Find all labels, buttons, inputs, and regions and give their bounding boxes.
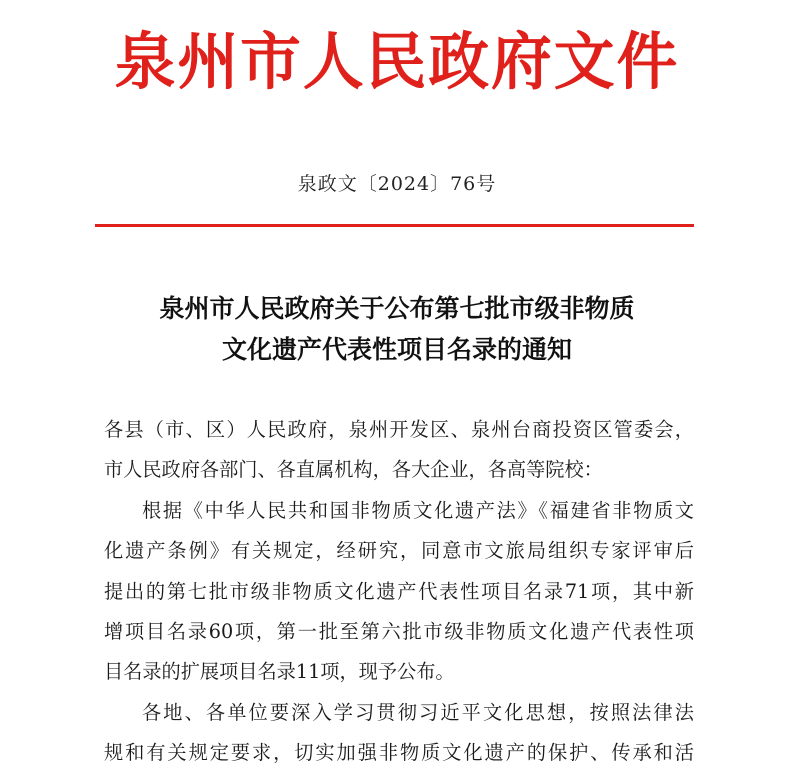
paragraph-1-line-3: 提出的第七批市级非物质文化遗产代表性项目名录71项，其中新 xyxy=(104,579,694,603)
paragraph-1-line-2: 化遗产条例》有关规定，经研究，同意市文旅局组织专家评审后 xyxy=(104,539,694,563)
title-line-1: 泉州市人民政府关于公布第七批市级非物质 xyxy=(159,294,635,323)
paragraph-2-line-1: 各地、各单位要深入学习贯彻习近平文化思想，按照法律法 xyxy=(142,700,694,724)
addressee-line-2: 市人民政府各部门、各直属机构，各大企业，各高等院校： xyxy=(104,458,603,482)
issuer-header: 泉州市人民政府文件 xyxy=(114,25,680,98)
red-divider-line xyxy=(95,224,694,227)
paragraph-1-line-1: 根据《中华人民共和国非物质文化遗产法》《福建省非物质文 xyxy=(142,498,694,522)
addressee-line-1: 各县（市、区）人民政府，泉州开发区、泉州台商投资区管委会， xyxy=(104,418,694,441)
document-number: 泉政文〔2024〕76号 xyxy=(297,173,497,195)
title-line-2: 文化遗产代表性项目名录的通知 xyxy=(221,335,572,364)
document-title xyxy=(0,288,794,370)
document-body xyxy=(104,410,694,774)
paragraph-1-line-4: 增项目名录60项，第一批至第六批市级非物质文化遗产代表性项 xyxy=(104,619,694,643)
paragraph-2-line-2: 规和有关规定要求，切实加强非物质文化遗产的保护、传承和活 xyxy=(104,741,694,765)
paragraph-1-line-5: 目名录的扩展项目名录11项，现予公布。 xyxy=(104,660,455,684)
